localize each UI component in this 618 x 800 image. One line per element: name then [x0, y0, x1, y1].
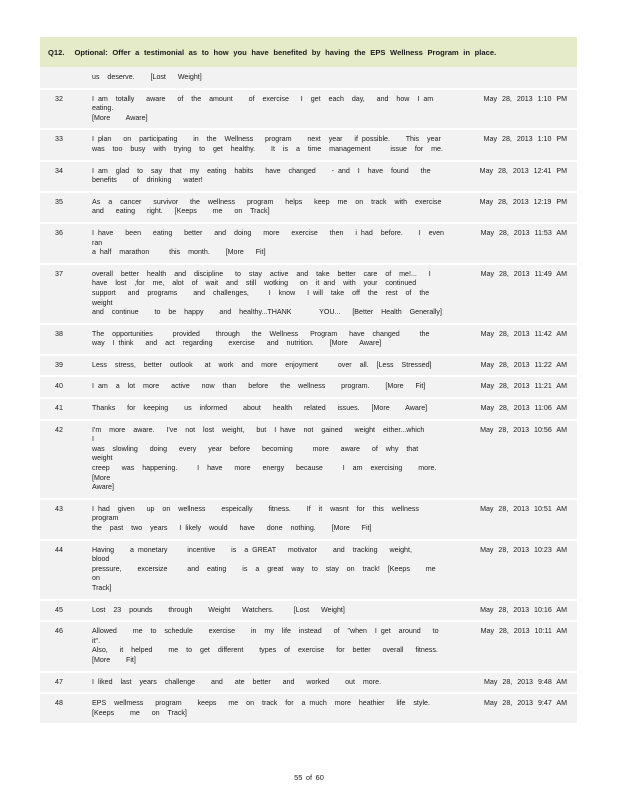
row-date: May 28, 2013 10:56 AM	[480, 425, 567, 434]
row-date: May 28, 2013 11:42 AM	[480, 329, 567, 338]
page-number: 55	[294, 773, 303, 782]
table-row	[40, 377, 577, 399]
row-date: May 28, 2013 10:11 AM	[480, 627, 567, 636]
table-row	[40, 622, 577, 672]
row-response: I liked last years challenge and ate better and worked out more.	[92, 677, 382, 686]
row-date: May 28, 2013 11:22 AM	[480, 360, 567, 369]
row-date: May 28, 2013 12:19 PM	[479, 197, 567, 206]
row-number: 44	[55, 545, 63, 554]
row-response: Lost 23 pounds through Weight Watchers. [Lost Weight]	[92, 605, 345, 614]
row-number: 43	[55, 504, 63, 513]
row-number: 41	[55, 404, 63, 413]
table-row	[40, 325, 577, 356]
table-row	[40, 673, 577, 695]
row-date: May 28, 2013 10:16 AM	[480, 605, 567, 614]
row-response: I am a lot more active now than before the wellness program. [More Fit]	[92, 382, 426, 391]
row-date: May 28, 2013 12:41 PM	[479, 166, 567, 175]
table-body	[40, 90, 577, 726]
row-date: May 28, 2013 11:06 AM	[480, 404, 567, 413]
row-response: overall better health and discipline to stay active and take better care of me!... I have lost ,for me, alot of wait and still wotking on it and with your continued support and programs and challenges, I know I will take off the rest of the weight and continue to be happy and healthy...THANK YOU... [Better Health Generally]	[92, 269, 442, 317]
row-number: 39	[55, 360, 63, 369]
row-response: I'm more aware. I've not lost weight, but I have not gained weight either...which I was slowling doing every year before becoming more aware of why that weight creep was happening. I have more energy because I am exercising more. [More Aware]	[92, 425, 437, 492]
row-date: May 28, 2013 9:47 AM	[484, 699, 567, 708]
row-number: 35	[55, 197, 63, 206]
row-number: 33	[55, 135, 63, 144]
row-response: The opportunities provided through the Wellness Program have changed the way I think and act regarding exercise and nutrition. [More Aware]	[92, 329, 430, 348]
table-row	[40, 162, 577, 193]
table-row-continuation	[40, 67, 577, 90]
row-date: May 28, 2013 11:53 AM	[480, 228, 567, 237]
row-number: 42	[55, 425, 63, 434]
table-row	[40, 265, 577, 325]
table-row	[40, 193, 577, 224]
table-row	[40, 90, 577, 131]
row-date: May 28, 2013 1:10 PM	[483, 135, 567, 144]
table-row	[40, 421, 577, 500]
row-response: I am totally aware of the amount of exercise I get each day, and how I am eating. [More Aware]	[92, 94, 434, 122]
row-date: May 28, 2013 1:10 PM	[483, 94, 567, 103]
row-response: Thanks for keeping us informed about health related issues. [More Aware]	[92, 404, 428, 413]
row-response: Less stress, better outlook at work and more enjoyment over all. [Less Stressed]	[92, 360, 432, 369]
row-number	[40, 72, 92, 83]
table-row	[40, 399, 577, 421]
row-number: 38	[55, 329, 63, 338]
row-response: I have been eating better and doing more exercise then i had before. I even ran a half marathon this month. [More Fit]	[92, 228, 444, 257]
row-date: May 28, 2013 11:49 AM	[480, 269, 567, 278]
row-response: Having a monetary incentive is a GREAT motivator and tracking weight, blood pressure, excersize and eating is a great way to stay on track! [Keeps me on Track]	[92, 545, 436, 592]
row-number: 46	[55, 627, 63, 636]
table-row	[40, 694, 577, 725]
row-response: I plan on participating in the Wellness program next year if possible. This year was too busy with trying to get healthy. It is a time management issue for me.	[92, 135, 443, 153]
table-row	[40, 130, 577, 161]
row-response: I had given up on wellness espeically fitness. If it wasnt for this wellness program the past two years I likely would have done nothing. [More Fit]	[92, 504, 419, 532]
row-date	[444, 72, 577, 83]
row-number: 40	[55, 382, 63, 391]
table-row	[40, 500, 577, 541]
table-row	[40, 601, 577, 623]
row-response: us deserve. [Lost Weight]	[92, 73, 202, 81]
row-response: Allowed me to schedule exercise in my life instead of "when I get around to it". Also, it helped me to get different types of exercise for better overall fitness. [More Fit]	[92, 627, 439, 664]
row-date: May 28, 2013 11:21 AM	[480, 382, 567, 391]
question-text: Optional: Offer a testimonial as to how you have benefited by having the EPS Wellness Program in place.	[74, 47, 497, 57]
table-row	[40, 356, 577, 378]
page-footer	[0, 773, 618, 782]
row-response: EPS wellmess program keeps me on track for a much more heathier life style. [Keeps me on Track]	[92, 699, 430, 717]
row-number: 45	[55, 605, 63, 614]
question-id: Q12.	[48, 47, 65, 57]
table-row	[40, 541, 577, 601]
page-total: 60	[315, 773, 324, 782]
question-header	[40, 37, 577, 67]
row-number: 47	[55, 677, 63, 686]
table-row	[40, 224, 577, 265]
row-date: May 28, 2013 9:48 AM	[484, 677, 567, 686]
row-number: 36	[55, 228, 63, 237]
testimonial-table	[40, 37, 577, 725]
row-date: May 28, 2013 10:23 AM	[480, 545, 567, 554]
row-number: 34	[55, 166, 63, 175]
row-number: 37	[55, 269, 63, 278]
row-response: I am glad to say that my eating habits have changed - and I have found the benefits of drinking water!	[92, 166, 431, 185]
row-number: 48	[55, 699, 63, 708]
row-number: 32	[55, 94, 63, 103]
row-date: May 28, 2013 10:51 AM	[480, 504, 567, 513]
row-response: As a cancer survivor the wellness program helps keep me on track with exercise and eating right. [Keeps me on Track]	[92, 197, 442, 216]
page-of: of	[305, 773, 313, 782]
